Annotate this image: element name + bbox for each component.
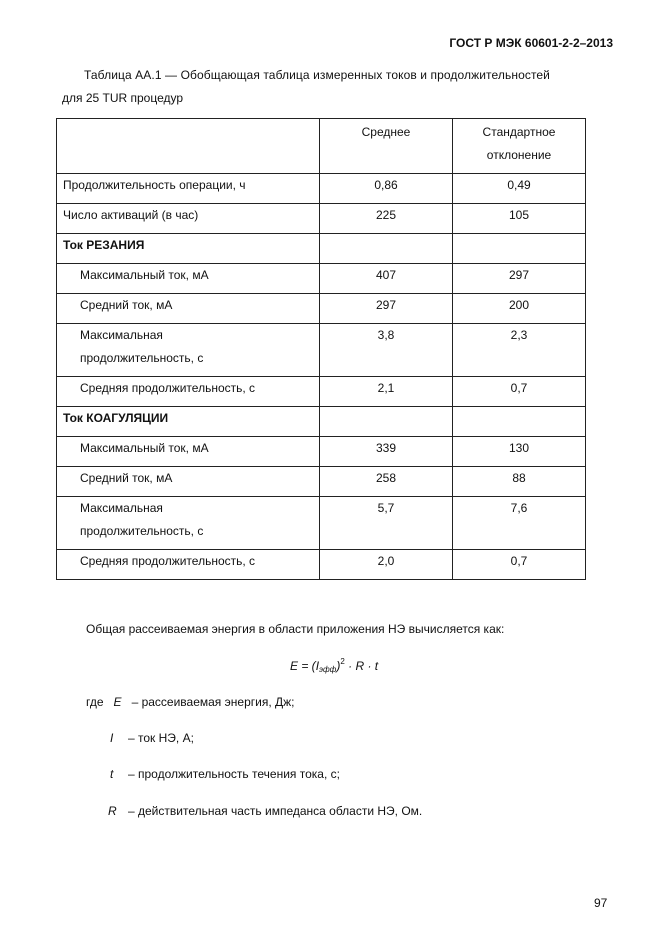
row-mean: 2,1 [320, 377, 453, 407]
definition-text: – действительная часть импеданса области НЭ, Ом. [128, 804, 423, 818]
table-header-sd-line1: Стандартное [482, 125, 556, 139]
row-label: Максимальная продолжительность, с [57, 497, 320, 550]
row-sd: 88 [453, 467, 586, 497]
table-row [57, 377, 586, 407]
row-mean: 407 [320, 264, 453, 294]
row-label: Максимальный ток, мА [57, 264, 320, 294]
intro-paragraph: Общая рассеиваемая энергия в области приложения НЭ вычисляется как: [86, 622, 505, 636]
row-mean: 0,86 [320, 174, 453, 204]
formula-subscript: эфф [319, 665, 337, 674]
table-section-row [57, 234, 586, 264]
table-row [57, 550, 586, 580]
section-label-cutting: Ток РЕЗАНИЯ [57, 234, 320, 264]
row-mean: 225 [320, 204, 453, 234]
row-sd [453, 234, 586, 264]
row-sd [453, 407, 586, 437]
row-label: Максимальный ток, мА [57, 437, 320, 467]
row-sd: 297 [453, 264, 586, 294]
definition-item [110, 767, 340, 781]
row-mean: 5,7 [320, 497, 453, 550]
definition-symbol: R [108, 804, 117, 818]
row-label: Средний ток, мА [57, 467, 320, 497]
page-number: 97 [594, 896, 608, 910]
table-caption-line2: для 25 TUR процедур [62, 91, 184, 105]
measurements-table [56, 118, 586, 580]
table-row [57, 437, 586, 467]
row-sd: 2,3 [453, 324, 586, 377]
row-mean: 339 [320, 437, 453, 467]
row-mean [320, 407, 453, 437]
table-row [57, 467, 586, 497]
table-header-row [57, 119, 586, 174]
row-sd: 0,7 [453, 550, 586, 580]
row-sd: 105 [453, 204, 586, 234]
row-label: Максимальная продолжительность, с [57, 324, 320, 377]
table-row [57, 324, 586, 377]
table-caption [62, 64, 614, 110]
formula-var: I [315, 659, 320, 673]
definition-item [108, 804, 422, 818]
row-sd: 200 [453, 294, 586, 324]
row-mean [320, 234, 453, 264]
row-label: Средняя продолжительность, с [57, 550, 320, 580]
formula-rparen: ) [336, 659, 341, 673]
table-header-mean: Среднее [320, 119, 453, 174]
table-row [57, 294, 586, 324]
table-row [57, 174, 586, 204]
standard-designation: ГОСТ Р МЭК 60601-2-2–2013 [449, 36, 613, 50]
formula-rhs: · R · t [344, 659, 379, 673]
table-header-empty [57, 119, 320, 174]
definition-symbol: t [110, 767, 114, 781]
where-word: где [86, 695, 104, 709]
table-header-sd [453, 119, 586, 174]
table-row [57, 264, 586, 294]
definition-symbol: I [110, 731, 114, 745]
section-label-coagulation: Ток КОАГУЛЯЦИИ [57, 407, 320, 437]
table-header-sd-line2: отклонение [486, 148, 552, 162]
row-sd: 0,49 [453, 174, 586, 204]
energy-formula [290, 657, 378, 674]
row-mean: 2,0 [320, 550, 453, 580]
row-mean: 3,8 [320, 324, 453, 377]
row-label: Средний ток, мА [57, 294, 320, 324]
table-row [57, 497, 586, 550]
row-sd: 7,6 [453, 497, 586, 550]
row-mean: 258 [320, 467, 453, 497]
definition-text: – рассеиваемая энергия, Дж; [131, 695, 295, 709]
row-label: Средняя продолжительность, с [57, 377, 320, 407]
definition-text: – ток НЭ, А; [128, 731, 194, 745]
formula-lhs: E = ( [290, 659, 316, 673]
row-label: Число активаций (в час) [57, 204, 320, 234]
table-section-row [57, 407, 586, 437]
definition-symbol: E [113, 695, 122, 709]
row-mean: 297 [320, 294, 453, 324]
row-sd: 0,7 [453, 377, 586, 407]
row-label: Продолжительность операции, ч [57, 174, 320, 204]
definition-item [110, 731, 194, 745]
table-row [57, 204, 586, 234]
definition-item [86, 695, 294, 709]
row-sd: 130 [453, 437, 586, 467]
definition-text: – продолжительность течения тока, с; [128, 767, 340, 781]
table-caption-line1: Таблица АА.1 — Обобщающая таблица измеренных токов и продолжительностей [84, 68, 550, 82]
formula-superscript: 2 [340, 657, 345, 666]
